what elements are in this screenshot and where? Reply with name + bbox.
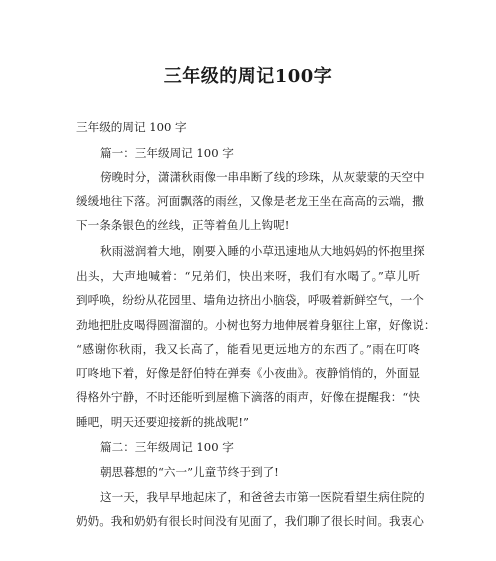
paragraph-line: 奶奶。我和奶奶有很长时间没有见面了，我们聊了很长时间。我衷心 bbox=[76, 514, 424, 528]
paragraph-line: 这一天，我早早地起床了，和爸爸去市第一医院看望生病住院的 bbox=[100, 490, 425, 504]
paragraph-line: 缓缓地往下落。河面飘落的雨丝，又像是老龙王坐在高高的云端，撒 bbox=[76, 194, 424, 208]
paragraph-line: 睡吧，明天还要迎接新的挑战呢!” bbox=[76, 415, 249, 429]
paragraph-line: “感谢你秋雨，我又长高了，能看见更远地方的东西了。”雨在叮咚 bbox=[76, 342, 420, 356]
document-title: 三年级的周记100字 bbox=[163, 66, 333, 87]
paragraph-line: 到呼唤，纷纷从花园里、墙角边挤出小脑袋，呼吸着新鲜空气，一个 bbox=[76, 293, 424, 307]
paragraph-line: 下一条条银色的丝线，正等着鱼儿上钩呢! bbox=[76, 218, 290, 232]
paragraph-line: 出头，大声地喊着：“兄弟们，快出来呀，我们有水喝了。”草儿听 bbox=[76, 269, 420, 283]
section-heading-1: 篇一：三年级周记 100 字 bbox=[100, 146, 234, 160]
paragraph-line: 叮咚地下着，好像是舒伯特在弹奏《小夜曲》。夜静悄悄的，外面显 bbox=[76, 366, 420, 380]
section-heading-2: 篇二：三年级周记 100 字 bbox=[100, 440, 234, 454]
paragraph-line: 朝思暮想的“六一”儿童节终于到了! bbox=[100, 465, 279, 479]
paragraph-line: 劲地把肚皮喝得圆溜溜的。小树也努力地伸展着身躯往上窜，好像说： bbox=[76, 318, 436, 332]
subtitle-line: 三年级的周记 100 字 bbox=[76, 120, 187, 134]
paragraph-line: 秋雨滋润着大地，刚要入睡的小草迅速地从大地妈妈的怀抱里探 bbox=[100, 244, 425, 258]
paragraph-line: 得格外宁静，不时还能听到屋檐下滴落的雨声，好像在提醒我：“快 bbox=[76, 390, 420, 404]
paragraph-line: 傍晚时分，潇潇秋雨像一串串断了线的珍珠，从灰蒙蒙的天空中 bbox=[100, 170, 425, 184]
